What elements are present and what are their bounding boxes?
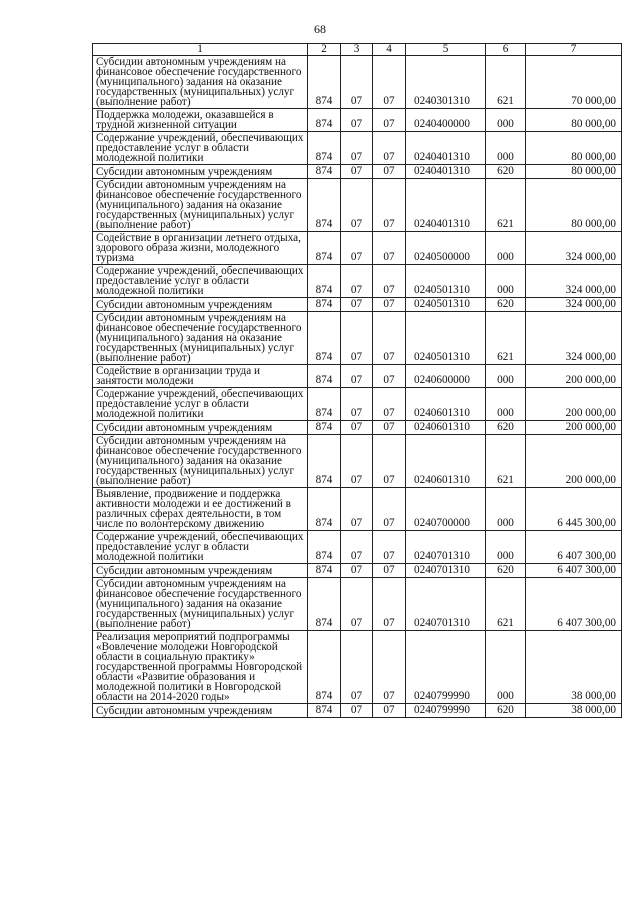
row-target-code: 0240400000: [406, 109, 486, 132]
row-amount: 200 000,00: [526, 365, 622, 388]
table-row: [93, 56, 622, 109]
row-subsection: 07: [373, 179, 406, 232]
row-amount: 6 407 300,00: [526, 578, 622, 631]
row-section: 07: [341, 578, 373, 631]
row-section: 07: [341, 132, 373, 165]
row-amount: 80 000,00: [526, 132, 622, 165]
row-expense-type: 000: [486, 388, 526, 421]
row-amount: 80 000,00: [526, 165, 622, 179]
row-subsection: 07: [373, 421, 406, 435]
row-subsection: 07: [373, 109, 406, 132]
row-expense-type: 620: [486, 564, 526, 578]
row-subsection: 07: [373, 488, 406, 531]
row-subsection: 07: [373, 564, 406, 578]
row-admin-code: 874: [308, 435, 341, 488]
row-name: Содержание учреждений, обеспечивающих предоставление услуг в области молодежной политики: [93, 531, 308, 564]
row-name: Субсидии автономным учреждениям: [93, 421, 308, 435]
row-target-code: 0240401310: [406, 132, 486, 165]
row-target-code: 0240799990: [406, 704, 486, 718]
row-admin-code: 874: [308, 109, 341, 132]
row-expense-type: 620: [486, 421, 526, 435]
row-name: Субсидии автономным учреждениям на финансовое обеспечение государственного (муниципального) задания на оказание государственных (муниципальных) услуг (выполнение работ): [93, 578, 308, 631]
table-row: [93, 578, 622, 631]
col-header: 6: [486, 44, 526, 56]
col-header: 7: [526, 44, 622, 56]
row-expense-type: 000: [486, 232, 526, 265]
row-subsection: 07: [373, 232, 406, 265]
row-amount: 200 000,00: [526, 388, 622, 421]
row-target-code: 0240500000: [406, 232, 486, 265]
col-header: 2: [308, 44, 341, 56]
row-name: Содержание учреждений, обеспечивающих предоставление услуг в области молодежной политики: [93, 265, 308, 298]
row-expense-type: 621: [486, 435, 526, 488]
row-section: 07: [341, 265, 373, 298]
row-target-code: 0240701310: [406, 564, 486, 578]
row-name: Реализация мероприятий подпрограммы «Вовлечение молодежи Новгородской области в социальную практику» государственной программы Новгородской области «Развитие образования и молодежной политики в Новгородской области на 2014-2020 годы»: [93, 631, 308, 704]
col-header: 1: [93, 44, 308, 56]
row-subsection: 07: [373, 435, 406, 488]
col-header: 3: [341, 44, 373, 56]
row-expense-type: 620: [486, 298, 526, 312]
row-admin-code: 874: [308, 578, 341, 631]
row-section: 07: [341, 232, 373, 265]
row-expense-type: 620: [486, 165, 526, 179]
row-amount: 80 000,00: [526, 179, 622, 232]
row-admin-code: 874: [308, 179, 341, 232]
row-section: 07: [341, 388, 373, 421]
row-admin-code: 874: [308, 488, 341, 531]
row-admin-code: 874: [308, 56, 341, 109]
row-name: Субсидии автономным учреждениям на финансовое обеспечение государственного (муниципального) задания на оказание государственных (муниципальных) услуг (выполнение работ): [93, 179, 308, 232]
table-row: [93, 298, 622, 312]
row-subsection: 07: [373, 132, 406, 165]
row-admin-code: 874: [308, 298, 341, 312]
row-section: 07: [341, 531, 373, 564]
row-section: 07: [341, 109, 373, 132]
row-target-code: 0240701310: [406, 578, 486, 631]
row-target-code: 0240401310: [406, 179, 486, 232]
table-row: [93, 704, 622, 718]
table-row: [93, 488, 622, 531]
row-target-code: 0240601310: [406, 388, 486, 421]
row-amount: 38 000,00: [526, 704, 622, 718]
row-name: Содействие в организации труда и занятости молодежи: [93, 365, 308, 388]
row-target-code: 0240601310: [406, 421, 486, 435]
row-name: Субсидии автономным учреждениям на финансовое обеспечение государственного (муниципального) задания на оказание государственных (муниципальных) услуг (выполнение работ): [93, 312, 308, 365]
row-section: 07: [341, 165, 373, 179]
row-section: 07: [341, 312, 373, 365]
row-admin-code: 874: [308, 564, 341, 578]
row-name: Содержание учреждений, обеспечивающих предоставление услуг в области молодежной политики: [93, 388, 308, 421]
header-row: [93, 44, 622, 56]
row-section: 07: [341, 631, 373, 704]
row-amount: 324 000,00: [526, 232, 622, 265]
row-subsection: 07: [373, 365, 406, 388]
row-target-code: 0240600000: [406, 365, 486, 388]
row-name: Субсидии автономным учреждениям: [93, 298, 308, 312]
table-row: [93, 631, 622, 704]
row-target-code: 0240501310: [406, 265, 486, 298]
row-target-code: 0240501310: [406, 298, 486, 312]
row-subsection: 07: [373, 165, 406, 179]
row-expense-type: 000: [486, 109, 526, 132]
row-subsection: 07: [373, 631, 406, 704]
row-amount: 70 000,00: [526, 56, 622, 109]
row-amount: 200 000,00: [526, 435, 622, 488]
row-expense-type: 621: [486, 312, 526, 365]
table-row: [93, 365, 622, 388]
table-row: [93, 232, 622, 265]
row-target-code: 0240501310: [406, 312, 486, 365]
table-row: [93, 531, 622, 564]
row-target-code: 0240601310: [406, 435, 486, 488]
row-admin-code: 874: [308, 165, 341, 179]
row-name: Содействие в организации летнего отдыха, здорового образа жизни, молодежного туризма: [93, 232, 308, 265]
row-admin-code: 874: [308, 421, 341, 435]
row-name: Субсидии автономным учреждениям на финансовое обеспечение государственного (муниципального) задания на оказание государственных (муниципальных) услуг (выполнение работ): [93, 56, 308, 109]
row-admin-code: 874: [308, 365, 341, 388]
row-section: 07: [341, 56, 373, 109]
table-row: [93, 388, 622, 421]
row-amount: 324 000,00: [526, 265, 622, 298]
row-section: 07: [341, 179, 373, 232]
row-section: 07: [341, 564, 373, 578]
row-subsection: 07: [373, 704, 406, 718]
row-name: Поддержка молодежи, оказавшейся в трудной жизненной ситуации: [93, 109, 308, 132]
table-row: [93, 132, 622, 165]
table-row: [93, 165, 622, 179]
row-admin-code: 874: [308, 265, 341, 298]
row-section: 07: [341, 488, 373, 531]
table-row: [93, 312, 622, 365]
row-expense-type: 000: [486, 132, 526, 165]
row-name: Содержание учреждений, обеспечивающих предоставление услуг в области молодежной политики: [93, 132, 308, 165]
row-admin-code: 874: [308, 388, 341, 421]
row-amount: 6 445 300,00: [526, 488, 622, 531]
budget-table: [92, 43, 622, 718]
row-section: 07: [341, 435, 373, 488]
row-admin-code: 874: [308, 531, 341, 564]
row-admin-code: 874: [308, 704, 341, 718]
row-expense-type: 621: [486, 56, 526, 109]
row-expense-type: 000: [486, 265, 526, 298]
row-target-code: 0240301310: [406, 56, 486, 109]
row-expense-type: 000: [486, 531, 526, 564]
col-header: 5: [406, 44, 486, 56]
table-row: [93, 109, 622, 132]
row-subsection: 07: [373, 298, 406, 312]
row-target-code: 0240700000: [406, 488, 486, 531]
table-row: [93, 179, 622, 232]
row-target-code: 0240401310: [406, 165, 486, 179]
row-admin-code: 874: [308, 232, 341, 265]
row-expense-type: 000: [486, 631, 526, 704]
row-section: 07: [341, 704, 373, 718]
row-name: Субсидии автономным учреждениям: [93, 165, 308, 179]
row-name: Субсидии автономным учреждениям: [93, 564, 308, 578]
table-row: [93, 564, 622, 578]
row-expense-type: 000: [486, 365, 526, 388]
row-target-code: 0240701310: [406, 531, 486, 564]
table-row: [93, 435, 622, 488]
page-number: 68: [314, 22, 326, 36]
row-subsection: 07: [373, 265, 406, 298]
row-target-code: 0240799990: [406, 631, 486, 704]
row-amount: 6 407 300,00: [526, 564, 622, 578]
row-section: 07: [341, 421, 373, 435]
table-row: [93, 265, 622, 298]
row-section: 07: [341, 365, 373, 388]
row-admin-code: 874: [308, 631, 341, 704]
row-admin-code: 874: [308, 132, 341, 165]
row-subsection: 07: [373, 388, 406, 421]
col-header: 4: [373, 44, 406, 56]
row-expense-type: 620: [486, 704, 526, 718]
row-name: Субсидии автономным учреждениям: [93, 704, 308, 718]
row-subsection: 07: [373, 578, 406, 631]
row-amount: 200 000,00: [526, 421, 622, 435]
row-name: Субсидии автономным учреждениям на финансовое обеспечение государственного (муниципального) задания на оказание государственных (муниципальных) услуг (выполнение работ): [93, 435, 308, 488]
row-name: Выявление, продвижение и поддержка активности молодежи и ее достижений в различных сферах деятельности, в том числе по волонтерскому движению: [93, 488, 308, 531]
table-row: [93, 421, 622, 435]
row-expense-type: 000: [486, 488, 526, 531]
row-amount: 324 000,00: [526, 312, 622, 365]
row-subsection: 07: [373, 312, 406, 365]
row-subsection: 07: [373, 56, 406, 109]
row-subsection: 07: [373, 531, 406, 564]
row-amount: 6 407 300,00: [526, 531, 622, 564]
row-amount: 38 000,00: [526, 631, 622, 704]
row-admin-code: 874: [308, 312, 341, 365]
row-amount: 324 000,00: [526, 298, 622, 312]
row-section: 07: [341, 298, 373, 312]
row-expense-type: 621: [486, 179, 526, 232]
row-expense-type: 621: [486, 578, 526, 631]
row-amount: 80 000,00: [526, 109, 622, 132]
